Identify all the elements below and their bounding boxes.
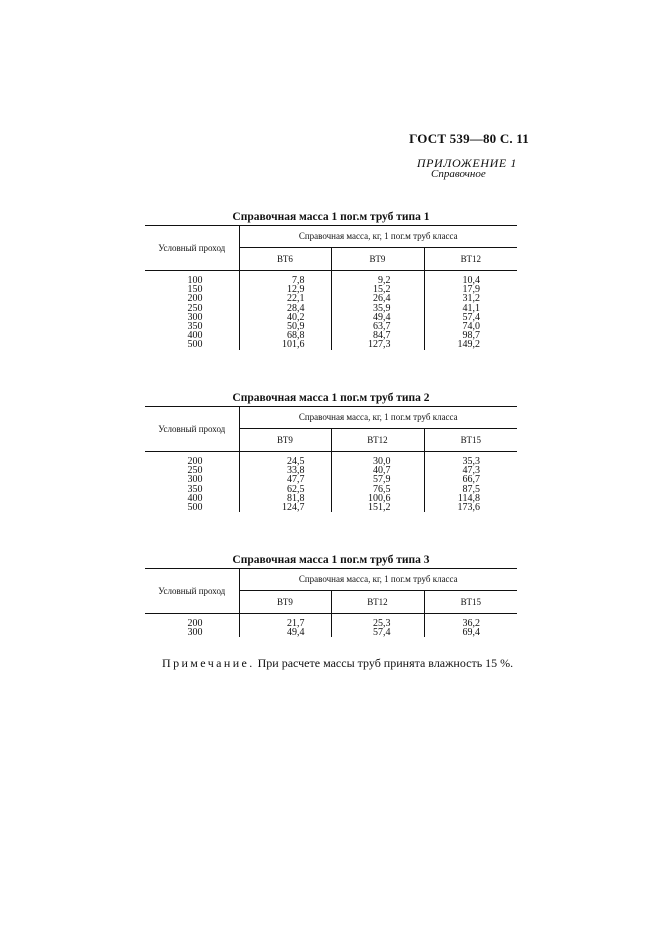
mass-table-type-3	[145, 568, 517, 637]
cell: 173,6	[424, 503, 517, 512]
cell: 76,5	[331, 485, 424, 494]
cell: 40,2	[239, 313, 331, 322]
cell: 40,7	[331, 466, 424, 475]
cell: 12,9	[239, 285, 331, 294]
column-header-class: ВТ9	[331, 247, 424, 270]
note-text: При расчете массы труб принята влажность 15 %.	[254, 656, 514, 670]
table-row	[145, 271, 517, 286]
cell: 30,0	[331, 452, 424, 467]
cell: 400	[187, 492, 203, 504]
cell: 57,4	[424, 313, 517, 322]
cell: 101,6	[239, 340, 331, 349]
cell: 17,9	[424, 285, 517, 294]
cell: 100	[187, 275, 203, 286]
cell: 22,1	[239, 294, 331, 303]
cell: 84,7	[331, 331, 424, 340]
column-header-class: ВТ9	[239, 428, 331, 451]
appendix-sub-label: Справочное	[431, 168, 486, 180]
column-group-header: Справочная масса, кг, 1 пог.м труб класса	[239, 569, 517, 591]
document-header-code: ГОСТ 539—80 С. 11	[409, 131, 529, 146]
cell: 200	[187, 293, 203, 305]
cell: 124,7	[239, 503, 331, 512]
cell: 74,0	[424, 322, 517, 331]
table-row	[145, 503, 517, 512]
column-header-condition: Условный проход	[145, 226, 239, 271]
cell: 25,3	[331, 614, 424, 629]
cell: 47,3	[424, 466, 517, 475]
cell: 49,4	[239, 628, 331, 637]
cell: 68,8	[239, 331, 331, 340]
cell: 81,8	[239, 494, 331, 503]
table-row	[145, 614, 517, 629]
cell: 24,5	[239, 452, 331, 467]
table-row	[145, 452, 517, 467]
cell: 114,8	[424, 494, 517, 503]
table-row	[145, 340, 517, 349]
cell: 49,4	[331, 313, 424, 322]
cell: 100,6	[331, 494, 424, 503]
table-3-title: Справочная масса 1 пог.м труб типа 3	[232, 554, 430, 566]
column-header-class: ВТ9	[239, 590, 331, 613]
cell: 57,4	[331, 628, 424, 637]
cell: 87,5	[424, 485, 517, 494]
column-header-condition: Условный проход	[145, 569, 239, 614]
cell: 400	[187, 330, 203, 342]
cell: 28,4	[239, 304, 331, 313]
note-label: Примечание.	[162, 656, 255, 670]
appendix-label: ПРИЛОЖЕНИЕ 1	[416, 156, 517, 170]
cell: 500	[187, 502, 203, 514]
cell: 57,9	[331, 475, 424, 484]
cell: 21,7	[239, 614, 331, 629]
column-header-class: ВТ12	[331, 590, 424, 613]
cell: 250	[187, 465, 203, 477]
cell: 62,5	[239, 485, 331, 494]
cell: 7,8	[239, 271, 331, 286]
cell: 350	[187, 321, 203, 333]
cell: 98,7	[424, 331, 517, 340]
table-2-title: Справочная масса 1 пог.м труб типа 2	[232, 392, 430, 404]
column-header-condition: Условный проход	[145, 407, 239, 452]
mass-table-type-1	[145, 225, 517, 350]
cell: 300	[187, 627, 203, 639]
cell: 47,7	[239, 475, 331, 484]
cell: 41,1	[424, 304, 517, 313]
cell: 200	[187, 618, 203, 629]
mass-table-type-2	[145, 406, 517, 512]
column-group-header: Справочная масса, кг, 1 пог.м труб класса	[239, 407, 517, 429]
cell: 66,7	[424, 475, 517, 484]
cell: 50,9	[239, 322, 331, 331]
column-header-class: ВТ15	[424, 590, 517, 613]
cell: 69,4	[424, 628, 517, 637]
cell: 300	[187, 311, 203, 323]
cell: 250	[187, 302, 203, 314]
column-header-class: ВТ12	[331, 428, 424, 451]
column-header-class: ВТ6	[239, 247, 331, 270]
column-header-class: ВТ12	[424, 247, 517, 270]
cell: 500	[187, 339, 203, 351]
cell: 31,2	[424, 294, 517, 303]
note-paragraph	[162, 656, 513, 671]
cell: 300	[187, 474, 203, 486]
cell: 150	[187, 284, 203, 296]
cell: 200	[187, 456, 203, 467]
table-row	[145, 628, 517, 637]
cell: 350	[187, 483, 203, 495]
cell: 9,2	[331, 271, 424, 286]
column-group-header: Справочная масса, кг, 1 пог.м труб класса	[239, 226, 517, 248]
cell: 33,8	[239, 466, 331, 475]
table-1-title: Справочная масса 1 пог.м труб типа 1	[232, 211, 430, 223]
cell: 127,3	[331, 340, 424, 349]
column-header-class: ВТ15	[424, 428, 517, 451]
cell: 149,2	[424, 340, 517, 349]
cell: 26,4	[331, 294, 424, 303]
cell: 151,2	[331, 503, 424, 512]
cell: 35,3	[424, 452, 517, 467]
cell: 36,2	[424, 614, 517, 629]
cell: 15,2	[331, 285, 424, 294]
cell: 35,9	[331, 304, 424, 313]
cell: 10,4	[424, 271, 517, 286]
cell: 63,7	[331, 322, 424, 331]
